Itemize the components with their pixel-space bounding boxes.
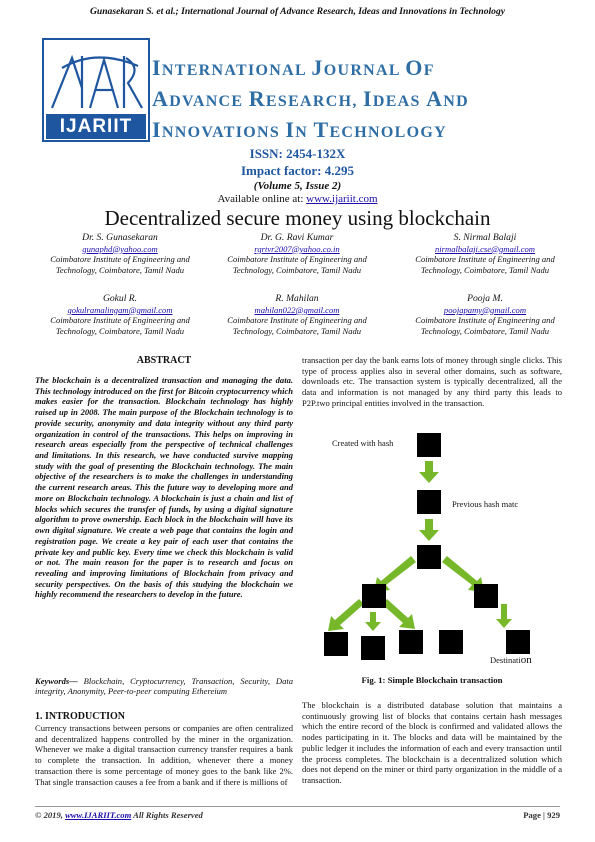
keywords-label: Keywords— <box>35 676 78 686</box>
label-destination-a: Destinati <box>490 655 521 665</box>
available-prefix: Available online at: <box>217 193 307 205</box>
author-name: Dr. G. Ravi Kumar <box>260 232 334 243</box>
body-text-bottom: The blockchain is a distributed database solution that maintains a continuously growing list of blocks that contains certain hash messages which the entire record of the block is confirmed and validated allows the nodes participating in it. The blocks and data will be maintained by the public ledger it includes the information of each and every transaction until the process completes. The blockchain is a decentralized solution which does not depend on the miner or third party organization in the middle of a transaction. <box>302 700 562 786</box>
block-leaf-2 <box>361 636 385 660</box>
body-text-top: transaction per day the bank earns lots of money through single clicks. This type of process applies also in several other domains, such as software, downloads etc. The transaction system is typically decentralized, all the data and information is not managed by any third party this leads to P2P.two principal entities involved in the transaction. <box>302 355 562 408</box>
journal-logo <box>42 38 150 142</box>
author-email[interactable]: nirmalbalaji.cse@gmail.com <box>434 243 536 254</box>
author-email[interactable]: rgrtvr2007@yahoo.co.in <box>254 243 340 254</box>
block-left <box>362 584 386 608</box>
journal-website-link[interactable]: www.ijariit.com <box>306 193 378 205</box>
author-email[interactable]: mahilan022@gmail.com <box>254 304 340 315</box>
journal-title-line1: INTERNATIONAL JOURNAL OF <box>152 55 435 80</box>
author-affiliation: Coimbatore Institute of Engineering and <box>227 315 367 326</box>
running-header: Gunasekaran S. et al.; International Journal of Advance Research, Ideas and Innovations in Technology <box>89 6 506 17</box>
keywords <box>35 676 293 696</box>
block-leaf-4 <box>439 630 463 654</box>
footer-divider <box>35 806 560 807</box>
label-created-with-hash: Created with hash <box>332 438 394 448</box>
arrow-sub-rightmost <box>496 604 512 628</box>
figure-blockchain <box>304 428 562 673</box>
author-name: S. Nirmal Balaji <box>453 232 517 243</box>
author-affiliation: Technology, Coimbatore, Tamil Nadu <box>55 325 185 336</box>
block-2 <box>417 490 441 514</box>
introduction-text: Currency transactions between persons or companies are often centralized and decentralized happens controlled by the miner in the organization. Whenever we make a digital transaction currency transfer requires a bank to complete the transaction. In addition, whenever there a money transaction there is some percentage of money goes to the bank like 2%. That single transaction causes a fee from a bank and if there is millions of <box>35 723 293 787</box>
paper-title: Decentralized secure money using blockchain <box>104 206 491 230</box>
copyright-suffix: All Rights Reserved <box>131 810 203 820</box>
logo-text: IJARIIT <box>59 116 133 137</box>
author-email[interactable]: gunaphd@yahoo.com <box>82 243 158 254</box>
author-6 <box>390 294 580 336</box>
issn: ISSN: 2454-132X <box>249 146 346 161</box>
abstract-heading: ABSTRACT <box>136 355 192 366</box>
author-email[interactable]: poojapamy@gmail.com <box>443 304 527 315</box>
blockchain-diagram <box>304 428 562 673</box>
footer-website-link[interactable]: www.IJARIIT.com <box>65 810 132 820</box>
journal-title-line3: INNOVATIONS IN TECHNOLOGY <box>152 117 447 142</box>
author-affiliation: Technology, Coimbatore, Tamil Nadu <box>232 264 362 275</box>
block-leaf-5 <box>506 630 530 654</box>
author-4 <box>25 294 215 336</box>
arrow-down-1 <box>419 461 439 483</box>
label-previous-hash: Previous hash matc <box>452 499 519 509</box>
author-email[interactable]: gokulramalingam@gmail.com <box>67 304 173 315</box>
author-affiliation: Technology, Coimbatore, Tamil Nadu <box>232 325 362 336</box>
arrow-sub-right <box>382 599 415 629</box>
author-3 <box>390 233 580 275</box>
abstract-text: The blockchain is a decentralized transaction and managing the data. This technology introduced on the first for Bitcoin cryptocurrency which makes easier for the transaction. Blockchain technology has highly raised up in 2008. The main purpose of the Blockchain technology is to provide security, anonymity and data integrity without any third party organization in control of the transactions. This helps on improving in research areas especially from the perspective of technical challenges and limitations. In this research, we have conducted survive mapping study with the goal of presenting the Blockchain technology. The main objective of the researchers is to make the challenges in understanding the current research areas. This the future way to developing more and more on Blockchain technology. A blockchain is just a chain and list of blocks which secures the transfer of funds, by using a digital signature algorithm to prove ownership. Each block in the blockchain will have its own digital signature. We create a web page that contains the login and registration page. We create a key pair of each user that contains the private key and public key. Every time we check this blockchain is valid or not. The main reason for the paper is to research and focus on revealing and improving limitations of Blockchain from privacy and security perspectives. On the basis of this studying the blockchain we highly recommend the researchers to develop in the future. <box>35 375 293 600</box>
author-affiliation: Technology, Coimbatore, Tamil Nadu <box>55 264 185 275</box>
arrow-sub-left <box>328 599 364 631</box>
block-right <box>474 584 498 608</box>
impact-factor: Impact factor: 4.295 <box>241 163 354 178</box>
author-affiliation: Technology, Coimbatore, Tamil Nadu <box>420 264 550 275</box>
author-5 <box>202 294 392 336</box>
block-leaf-1 <box>324 632 348 656</box>
footer-copyright <box>35 810 203 820</box>
label-destination <box>490 654 532 666</box>
author-affiliation: Coimbatore Institute of Engineering and <box>50 315 190 326</box>
author-2 <box>202 233 392 275</box>
volume-issue: (Volume 5, Issue 2) <box>253 180 342 192</box>
author-affiliation: Coimbatore Institute of Engineering and <box>227 254 367 265</box>
author-name: R. Mahilan <box>275 293 319 304</box>
author-name: Gokul R. <box>102 293 138 304</box>
author-affiliation: Coimbatore Institute of Engineering and <box>415 315 555 326</box>
author-affiliation: Technology, Coimbatore, Tamil Nadu <box>420 325 550 336</box>
figure-caption: Fig. 1: Simple Blockchain transaction <box>361 675 503 685</box>
author-name: Pooja M. <box>467 293 503 304</box>
author-1 <box>25 233 215 275</box>
label-destination-b: on <box>520 654 532 666</box>
available-online <box>0 193 595 205</box>
introduction-heading: 1. INTRODUCTION <box>35 711 126 722</box>
block-leaf-3 <box>399 630 423 654</box>
block-1 <box>417 433 441 457</box>
journal-title-line2: ADVANCE RESEARCH, IDEAS AND <box>152 86 469 111</box>
author-name: Dr. S. Gunasekaran <box>82 232 158 243</box>
page-number: Page | 929 <box>523 810 560 820</box>
arrow-down-2 <box>419 519 439 541</box>
block-3 <box>417 545 441 569</box>
author-affiliation: Coimbatore Institute of Engineering and <box>415 254 555 265</box>
keywords-list: Blockchain, Cryptocurrency, Transaction, Security, Data integrity, Anonymity, Peer-to-peer computing Ethereium <box>35 676 293 697</box>
author-affiliation: Coimbatore Institute of Engineering and <box>50 254 190 265</box>
copyright-prefix: © 2019, <box>35 810 66 820</box>
arrow-sub-center <box>365 612 381 631</box>
